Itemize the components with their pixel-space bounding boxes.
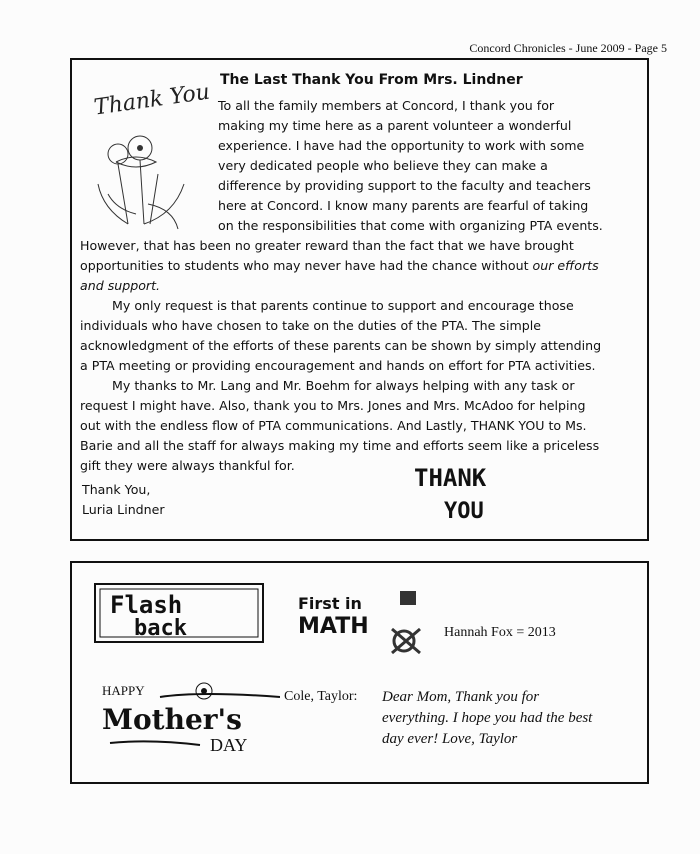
paragraph-line: individuals who have chosen to take on the duties of the PTA. The simple	[80, 318, 541, 333]
dear-line: day ever! Love, Taylor	[382, 731, 518, 747]
signature-text: Luria Lindner	[82, 502, 165, 517]
thank-art-line2: YOU	[444, 499, 484, 524]
mothers-day-logo	[100, 681, 280, 761]
fim-line1: First in	[298, 594, 362, 613]
paragraph-line: very dedicated people who believe they can make a	[218, 158, 548, 173]
dear-line: Dear Mom, Thank you for	[382, 689, 540, 705]
paragraph-line: on the responsibilities that come with organizing PTA events.	[218, 218, 603, 233]
paragraph-line: My thanks to Mr. Lang and Mr. Boehm for always helping with any task or	[80, 378, 575, 393]
flashback-line1: Flash	[110, 591, 183, 619]
article-title: The Last Thank You From Mrs. Lindner	[220, 72, 523, 88]
mom-main: Mother's	[102, 703, 242, 736]
article-box	[70, 58, 649, 541]
closing-block	[82, 480, 165, 520]
mom-happy: HAPPY	[102, 683, 145, 698]
paragraph-line: gift they were always thankful for.	[80, 458, 295, 473]
hannah-caption: Hannah Fox = 2013	[444, 625, 556, 640]
flashback-logo	[94, 583, 264, 643]
paragraph-line: request I might have. Also, thank you to Mrs. Jones and Mrs. McAdoo for helping	[80, 398, 586, 413]
paragraph-line: To all the family members at Concord, I thank you for	[218, 98, 555, 113]
paragraph-line: difference by providing support to the faculty and teachers	[218, 178, 591, 193]
paragraph-line: and support.	[80, 278, 161, 293]
thank-you-script-text: Thank You	[92, 79, 212, 121]
page-header: Concord Chronicles - June 2009 - Page 5	[469, 41, 667, 55]
emphasis-text: our efforts	[532, 258, 599, 273]
paragraph-line: My only request is that parents continue to support and encourage those	[80, 298, 574, 313]
mom-day: DAY	[210, 735, 248, 755]
closing-text: Thank You,	[82, 482, 151, 497]
flashback-box	[70, 561, 649, 784]
thank-art-line1: THANK	[414, 464, 487, 492]
paragraph-line: making my time here as a parent volunteer a wonderful	[218, 118, 572, 133]
fim-line2: MATH	[298, 614, 369, 639]
paragraph-line: out with the endless flow of PTA communications. And Lastly, THANK YOU to Ms.	[80, 418, 587, 433]
paragraph-line: a PTA meeting or providing encouragement and hands on effort for PTA activities.	[80, 358, 596, 373]
dear-mom-message	[382, 687, 592, 750]
thank-you-flower-illustration	[88, 74, 228, 234]
paragraph-line: here at Concord. I know many parents are fearful of taking	[218, 198, 589, 213]
flashback-line2: back	[134, 616, 187, 641]
paragraph-line: Barie and all the staff for always making my time and efforts seem like a priceless	[80, 438, 600, 453]
thank-you-art	[410, 458, 540, 528]
paragraph-line: acknowledgment of the efforts of these parents can be shown by simply attending	[80, 338, 602, 353]
dear-line: everything. I hope you had the best	[382, 710, 593, 726]
paragraph-line: However, that has been no greater reward than the fact that we have brought	[80, 238, 574, 253]
paragraph-line: opportunities to students who may never have had the chance without our efforts	[80, 258, 599, 273]
first-in-math-logo	[296, 589, 426, 659]
cole-caption: Cole, Taylor:	[284, 689, 358, 704]
paragraph-line: experience. I have had the opportunity to work with some	[218, 138, 585, 153]
